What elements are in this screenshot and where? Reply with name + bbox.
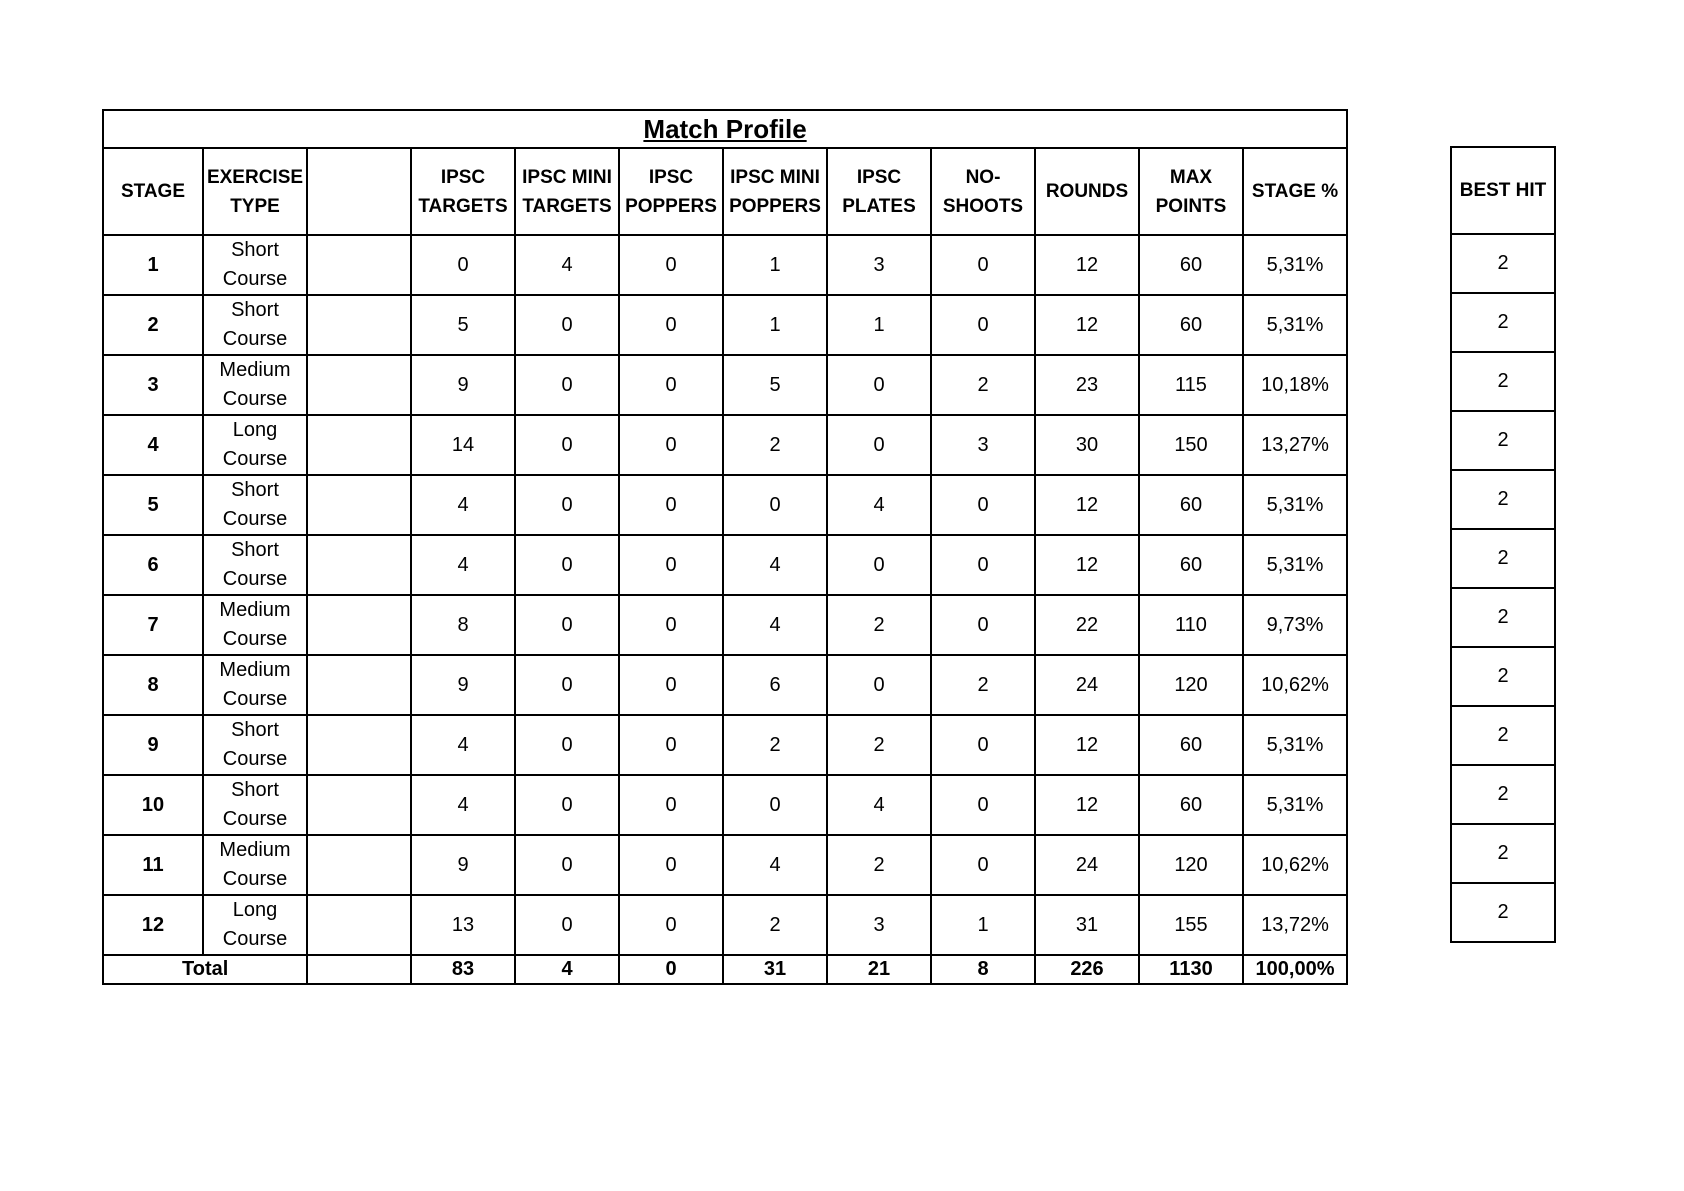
best-hit-value: 2	[1451, 765, 1555, 824]
ipsc-plates: 0	[827, 415, 931, 475]
stage-pct: 5,31%	[1243, 775, 1347, 835]
max-points: 60	[1139, 775, 1243, 835]
no-shoots: 2	[931, 355, 1035, 415]
stage-pct: 5,31%	[1243, 535, 1347, 595]
table-row	[103, 535, 1347, 595]
ipsc-targets: 9	[411, 835, 515, 895]
table-row	[1451, 765, 1555, 824]
table-row	[1451, 470, 1555, 529]
ipsc-mini-targets: 0	[515, 475, 619, 535]
ipsc-poppers: 0	[619, 715, 723, 775]
blank-cell	[307, 655, 411, 715]
table-row	[1451, 706, 1555, 765]
blank-cell	[307, 715, 411, 775]
ipsc-mini-poppers: 5	[723, 355, 827, 415]
ipsc-plates: 4	[827, 775, 931, 835]
match-profile-table	[102, 109, 1348, 985]
best-hit-value: 2	[1451, 824, 1555, 883]
best-hit-value: 2	[1451, 470, 1555, 529]
stage-number: 12	[103, 895, 203, 955]
ipsc-plates: 2	[827, 715, 931, 775]
ipsc-poppers: 0	[619, 655, 723, 715]
rounds: 12	[1035, 535, 1139, 595]
rounds: 22	[1035, 595, 1139, 655]
stage-pct: 5,31%	[1243, 715, 1347, 775]
header-exercise-type: EXERCISE TYPE	[203, 148, 307, 235]
max-points: 60	[1139, 475, 1243, 535]
table-body	[103, 235, 1347, 955]
ipsc-targets: 4	[411, 715, 515, 775]
header-ipsc-plates: IPSC PLATES	[827, 148, 931, 235]
ipsc-targets: 8	[411, 595, 515, 655]
blank-cell	[307, 295, 411, 355]
exercise-type: Medium Course	[203, 355, 307, 415]
header-ipsc-mini-poppers: IPSC MINI POPPERS	[723, 148, 827, 235]
stage-number: 3	[103, 355, 203, 415]
exercise-type: Short Course	[203, 475, 307, 535]
ipsc-mini-targets: 0	[515, 535, 619, 595]
header-no-shoots: NO-SHOOTS	[931, 148, 1035, 235]
header-stage-pct: STAGE %	[1243, 148, 1347, 235]
rounds: 24	[1035, 835, 1139, 895]
total-max-points: 1130	[1139, 955, 1243, 984]
table-row	[1451, 588, 1555, 647]
stage-number: 7	[103, 595, 203, 655]
header-blank	[307, 148, 411, 235]
header-max-points: MAX POINTS	[1139, 148, 1243, 235]
table-row	[103, 355, 1347, 415]
ipsc-mini-targets: 0	[515, 655, 619, 715]
ipsc-targets: 9	[411, 355, 515, 415]
stage-pct: 10,18%	[1243, 355, 1347, 415]
max-points: 110	[1139, 595, 1243, 655]
header-ipsc-targets: IPSC TARGETS	[411, 148, 515, 235]
ipsc-mini-targets: 0	[515, 775, 619, 835]
best-hit-value: 2	[1451, 293, 1555, 352]
blank-cell	[307, 595, 411, 655]
no-shoots: 0	[931, 535, 1035, 595]
table-row	[103, 415, 1347, 475]
total-blank	[307, 955, 411, 984]
table-row	[1451, 647, 1555, 706]
table-row	[103, 235, 1347, 295]
max-points: 60	[1139, 235, 1243, 295]
ipsc-plates: 4	[827, 475, 931, 535]
ipsc-plates: 3	[827, 235, 931, 295]
best-hit-value: 2	[1451, 352, 1555, 411]
best-hit-table	[1450, 146, 1556, 943]
table-row	[1451, 293, 1555, 352]
max-points: 150	[1139, 415, 1243, 475]
blank-cell	[307, 835, 411, 895]
best-hit-value: 2	[1451, 706, 1555, 765]
ipsc-mini-targets: 0	[515, 895, 619, 955]
stage-number: 11	[103, 835, 203, 895]
rounds: 30	[1035, 415, 1139, 475]
no-shoots: 0	[931, 295, 1035, 355]
max-points: 60	[1139, 295, 1243, 355]
blank-cell	[307, 415, 411, 475]
ipsc-plates: 1	[827, 295, 931, 355]
table-row	[1451, 411, 1555, 470]
ipsc-targets: 4	[411, 475, 515, 535]
exercise-type: Short Course	[203, 775, 307, 835]
table-row	[103, 595, 1347, 655]
best-hit-value: 2	[1451, 234, 1555, 293]
rounds: 24	[1035, 655, 1139, 715]
rounds: 12	[1035, 235, 1139, 295]
header-rounds: ROUNDS	[1035, 148, 1139, 235]
exercise-type: Long Course	[203, 895, 307, 955]
stage-number: 10	[103, 775, 203, 835]
ipsc-poppers: 0	[619, 295, 723, 355]
stage-number: 9	[103, 715, 203, 775]
ipsc-poppers: 0	[619, 235, 723, 295]
ipsc-mini-poppers: 4	[723, 835, 827, 895]
stage-number: 5	[103, 475, 203, 535]
total-rounds: 226	[1035, 955, 1139, 984]
table-row	[103, 835, 1347, 895]
exercise-type: Medium Course	[203, 655, 307, 715]
total-ipsc-targets: 83	[411, 955, 515, 984]
ipsc-poppers: 0	[619, 595, 723, 655]
exercise-type: Short Course	[203, 715, 307, 775]
ipsc-targets: 13	[411, 895, 515, 955]
max-points: 120	[1139, 655, 1243, 715]
stage-pct: 9,73%	[1243, 595, 1347, 655]
table-row	[103, 475, 1347, 535]
total-no-shoots: 8	[931, 955, 1035, 984]
rounds: 12	[1035, 715, 1139, 775]
ipsc-targets: 4	[411, 775, 515, 835]
stage-pct: 10,62%	[1243, 835, 1347, 895]
blank-cell	[307, 475, 411, 535]
page-title: Match Profile	[103, 110, 1347, 148]
stage-pct: 5,31%	[1243, 235, 1347, 295]
ipsc-mini-targets: 4	[515, 235, 619, 295]
total-ipsc-mini-targets: 4	[515, 955, 619, 984]
ipsc-mini-poppers: 2	[723, 415, 827, 475]
table-row	[103, 895, 1347, 955]
ipsc-poppers: 0	[619, 415, 723, 475]
ipsc-plates: 0	[827, 355, 931, 415]
best-hit-value: 2	[1451, 588, 1555, 647]
no-shoots: 0	[931, 715, 1035, 775]
table-row	[1451, 529, 1555, 588]
ipsc-targets: 14	[411, 415, 515, 475]
ipsc-mini-poppers: 6	[723, 655, 827, 715]
no-shoots: 0	[931, 475, 1035, 535]
header-row	[103, 148, 1347, 235]
exercise-type: Short Course	[203, 235, 307, 295]
best-hit-value: 2	[1451, 647, 1555, 706]
blank-cell	[307, 895, 411, 955]
ipsc-mini-poppers: 0	[723, 775, 827, 835]
ipsc-plates: 0	[827, 655, 931, 715]
ipsc-mini-targets: 0	[515, 595, 619, 655]
exercise-type: Short Course	[203, 295, 307, 355]
stage-number: 8	[103, 655, 203, 715]
stage-number: 2	[103, 295, 203, 355]
max-points: 115	[1139, 355, 1243, 415]
exercise-type: Short Course	[203, 535, 307, 595]
ipsc-mini-poppers: 4	[723, 535, 827, 595]
exercise-type: Long Course	[203, 415, 307, 475]
best-hit-body	[1451, 234, 1555, 942]
total-ipsc-poppers: 0	[619, 955, 723, 984]
table-row	[103, 775, 1347, 835]
no-shoots: 2	[931, 655, 1035, 715]
rounds: 31	[1035, 895, 1139, 955]
best-hit-value: 2	[1451, 411, 1555, 470]
max-points: 120	[1139, 835, 1243, 895]
ipsc-poppers: 0	[619, 475, 723, 535]
no-shoots: 0	[931, 235, 1035, 295]
ipsc-mini-targets: 0	[515, 715, 619, 775]
table-row	[103, 655, 1347, 715]
max-points: 155	[1139, 895, 1243, 955]
no-shoots: 0	[931, 775, 1035, 835]
blank-cell	[307, 235, 411, 295]
blank-cell	[307, 775, 411, 835]
ipsc-poppers: 0	[619, 895, 723, 955]
total-row	[103, 955, 1347, 984]
table-row	[1451, 352, 1555, 411]
ipsc-mini-poppers: 2	[723, 715, 827, 775]
header-stage: STAGE	[103, 148, 203, 235]
blank-cell	[307, 355, 411, 415]
total-ipsc-plates: 21	[827, 955, 931, 984]
no-shoots: 0	[931, 595, 1035, 655]
rounds: 12	[1035, 475, 1139, 535]
exercise-type: Medium Course	[203, 835, 307, 895]
ipsc-mini-poppers: 1	[723, 295, 827, 355]
ipsc-mini-targets: 0	[515, 415, 619, 475]
ipsc-plates: 0	[827, 535, 931, 595]
total-ipsc-mini-poppers: 31	[723, 955, 827, 984]
header-best-hit: BEST HIT	[1451, 147, 1555, 234]
ipsc-poppers: 0	[619, 775, 723, 835]
table-row	[1451, 883, 1555, 942]
stage-number: 1	[103, 235, 203, 295]
ipsc-targets: 0	[411, 235, 515, 295]
ipsc-mini-poppers: 1	[723, 235, 827, 295]
ipsc-mini-targets: 0	[515, 295, 619, 355]
rounds: 12	[1035, 295, 1139, 355]
ipsc-mini-poppers: 0	[723, 475, 827, 535]
exercise-type: Medium Course	[203, 595, 307, 655]
best-hit-value: 2	[1451, 529, 1555, 588]
ipsc-mini-targets: 0	[515, 355, 619, 415]
table-row	[1451, 234, 1555, 293]
ipsc-plates: 3	[827, 895, 931, 955]
no-shoots: 3	[931, 415, 1035, 475]
stage-number: 4	[103, 415, 203, 475]
header-ipsc-mini-targets: IPSC MINI TARGETS	[515, 148, 619, 235]
no-shoots: 1	[931, 895, 1035, 955]
ipsc-poppers: 0	[619, 835, 723, 895]
table-row	[103, 295, 1347, 355]
max-points: 60	[1139, 715, 1243, 775]
ipsc-targets: 9	[411, 655, 515, 715]
total-label: Total	[103, 955, 307, 984]
stage-number: 6	[103, 535, 203, 595]
rounds: 12	[1035, 775, 1139, 835]
stage-pct: 13,27%	[1243, 415, 1347, 475]
rounds: 23	[1035, 355, 1139, 415]
header-ipsc-poppers: IPSC POPPERS	[619, 148, 723, 235]
best-hit-value: 2	[1451, 883, 1555, 942]
ipsc-plates: 2	[827, 835, 931, 895]
stage-pct: 10,62%	[1243, 655, 1347, 715]
blank-cell	[307, 535, 411, 595]
ipsc-targets: 5	[411, 295, 515, 355]
ipsc-mini-poppers: 2	[723, 895, 827, 955]
ipsc-mini-poppers: 4	[723, 595, 827, 655]
max-points: 60	[1139, 535, 1243, 595]
no-shoots: 0	[931, 835, 1035, 895]
total-stage-pct: 100,00%	[1243, 955, 1347, 984]
ipsc-poppers: 0	[619, 355, 723, 415]
stage-pct: 5,31%	[1243, 295, 1347, 355]
ipsc-plates: 2	[827, 595, 931, 655]
table-row	[1451, 824, 1555, 883]
ipsc-mini-targets: 0	[515, 835, 619, 895]
ipsc-poppers: 0	[619, 535, 723, 595]
ipsc-targets: 4	[411, 535, 515, 595]
stage-pct: 5,31%	[1243, 475, 1347, 535]
table-row	[103, 715, 1347, 775]
stage-pct: 13,72%	[1243, 895, 1347, 955]
